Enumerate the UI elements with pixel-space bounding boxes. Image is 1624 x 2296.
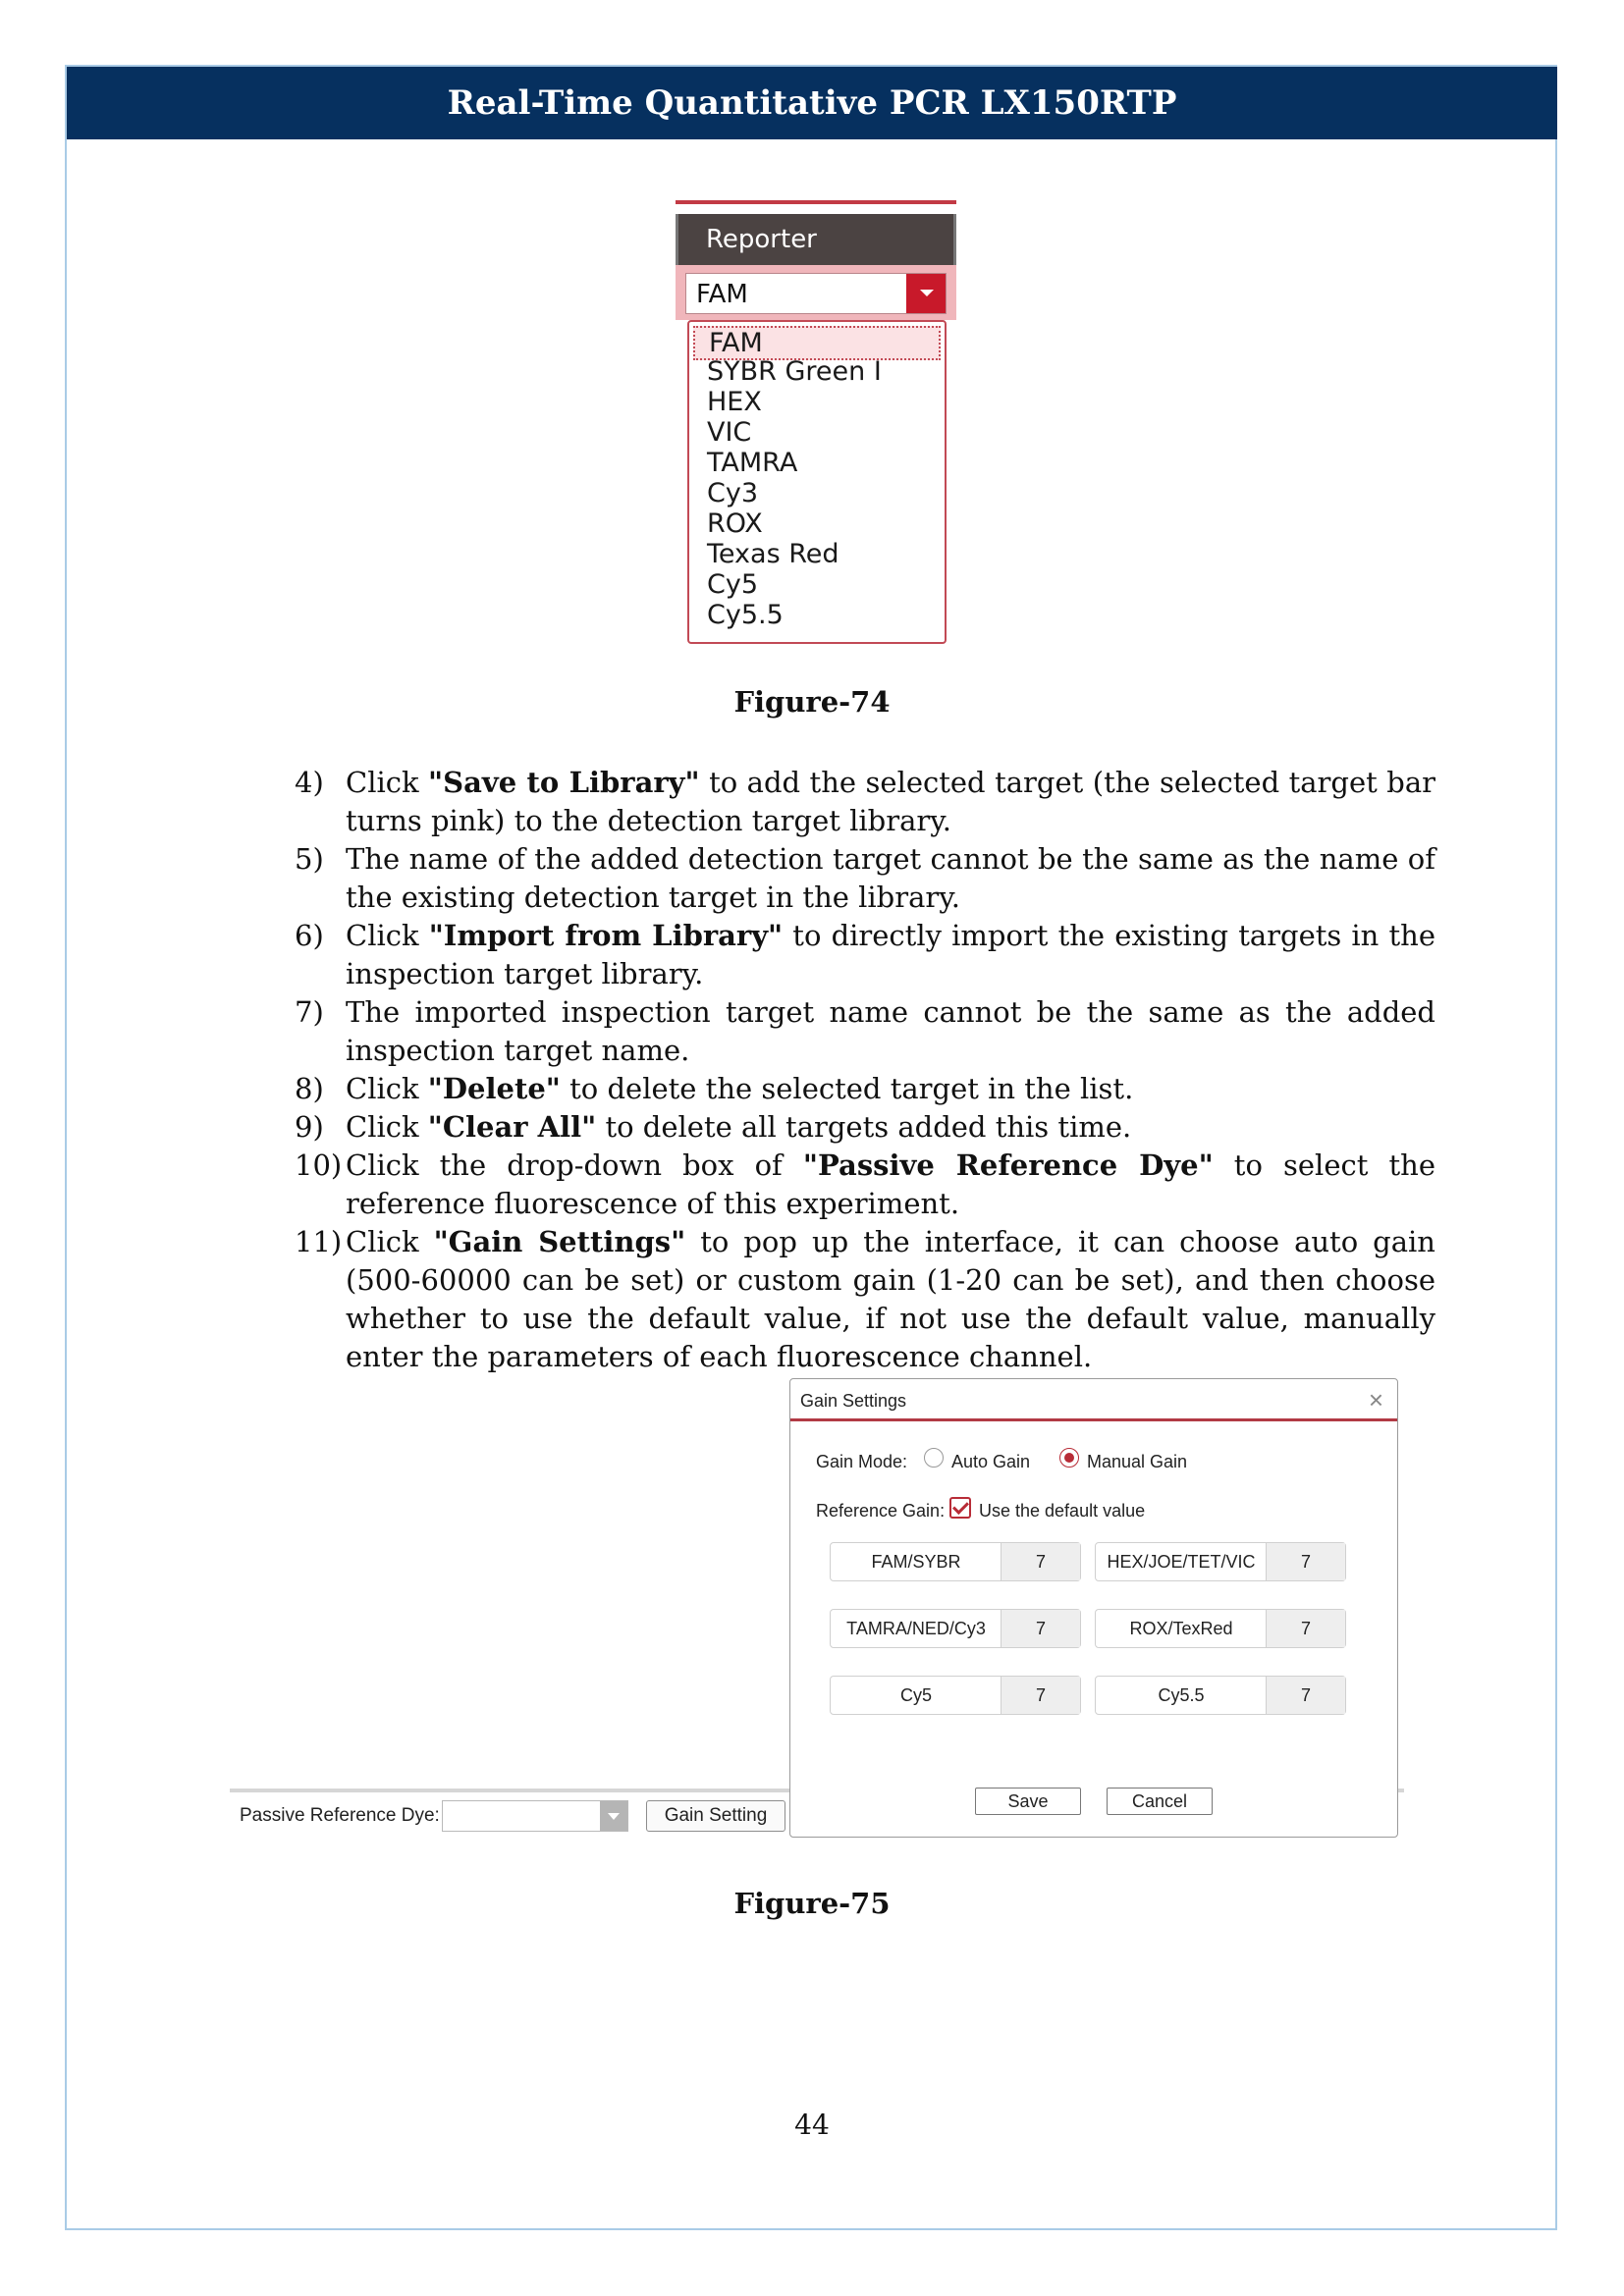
channel-name: Cy5.5 [1158, 1685, 1205, 1705]
step-text: Click [346, 766, 429, 799]
save-button[interactable]: Save [975, 1788, 1081, 1815]
step-emphasis: "Passive Reference Dye" [802, 1148, 1214, 1182]
step-number: 9) [295, 1110, 324, 1144]
step-number: 11) [295, 1225, 343, 1258]
step-number: 10) [295, 1148, 343, 1182]
list-item [295, 840, 1435, 917]
channel-name: FAM/SYBR [871, 1552, 961, 1572]
channel-gain-field [1095, 1542, 1346, 1581]
channel-gain-input[interactable]: 7 [1266, 1610, 1345, 1647]
list-item [295, 1070, 1435, 1108]
passive-reference-dye-select[interactable] [442, 1800, 628, 1832]
reporter-select-highlight [676, 265, 956, 320]
instruction-list [295, 764, 1435, 1376]
channel-gain-input[interactable]: 7 [1266, 1543, 1345, 1580]
step-text: Click [346, 1110, 428, 1144]
step-text: Click the drop-down box of [346, 1148, 803, 1182]
auto-gain-radio[interactable] [924, 1448, 944, 1468]
list-item [295, 1223, 1435, 1376]
channel-gain-field [1095, 1609, 1346, 1648]
gain-settings-dialog [789, 1378, 1398, 1838]
figure-74-caption: Figure-74 [733, 685, 891, 719]
reference-gain-label: Reference Gain: [816, 1501, 946, 1521]
channel-gain-input[interactable]: 7 [1001, 1543, 1080, 1580]
figure-75-caption: Figure-75 [733, 1887, 891, 1920]
step-text: Click [346, 1225, 434, 1258]
step-text: to delete all targets added this time. [596, 1110, 1132, 1144]
channel-name: ROX/TexRed [1129, 1619, 1233, 1638]
reporter-selected-value: FAM [696, 280, 748, 309]
page-number: 44 [794, 2109, 830, 2141]
gain-setting-button[interactable]: Gain Setting [646, 1800, 785, 1832]
step-number: 6) [295, 919, 324, 952]
reporter-option[interactable]: TAMRA [707, 448, 798, 478]
step-text: to directly import the existing targets in the inspection target library. [346, 919, 1435, 990]
reporter-dropdown-figure [676, 200, 956, 648]
channel-gain-input[interactable]: 7 [1001, 1610, 1080, 1647]
manual-gain-label[interactable]: Manual Gain [1087, 1452, 1188, 1471]
step-number: 8) [295, 1072, 324, 1105]
experiment-toolbar [230, 1792, 789, 1840]
step-emphasis: "Gain Settings" [433, 1225, 686, 1258]
reporter-option[interactable]: Cy3 [707, 478, 759, 508]
step-emphasis: "Save to Library" [428, 766, 700, 799]
channel-gain-field [830, 1542, 1081, 1581]
step-text: to pop up the interface, it can choose auto gain (500-60000 can be set) or custom gain (1-20 can be set), and then choose whether to use the default value, if not use the default value, manually enter the parameters of each fluorescence channel. [346, 1225, 1435, 1373]
step-emphasis: "Delete" [427, 1072, 561, 1105]
dialog-title: Gain Settings [800, 1391, 907, 1411]
step-emphasis: "Import from Library" [428, 919, 784, 952]
dialog-title-divider [790, 1418, 1397, 1421]
reporter-option[interactable]: Cy5.5 [707, 600, 784, 630]
channel-gain-input[interactable]: 7 [1266, 1677, 1345, 1714]
channel-name: HEX/JOE/TET/VIC [1107, 1552, 1256, 1572]
channel-gain-field [830, 1676, 1081, 1715]
step-emphasis: "Clear All" [427, 1110, 597, 1144]
close-icon[interactable]: × [1368, 1385, 1383, 1415]
channel-name: TAMRA/NED/Cy3 [846, 1619, 986, 1638]
channel-gain-field [830, 1609, 1081, 1648]
step-text: Click [346, 919, 429, 952]
list-item [295, 993, 1435, 1070]
gain-mode-label: Gain Mode: [816, 1452, 908, 1471]
reporter-select[interactable] [685, 273, 947, 314]
manual-gain-radio[interactable] [1059, 1448, 1079, 1468]
reporter-option[interactable]: HEX [707, 387, 762, 417]
list-item [295, 1147, 1435, 1223]
list-item [295, 917, 1435, 993]
step-text: Click [346, 1072, 428, 1105]
reporter-option[interactable]: Cy5 [707, 569, 759, 600]
list-item [295, 1108, 1435, 1147]
chevron-down-icon[interactable] [906, 274, 946, 313]
channel-name: Cy5 [899, 1685, 932, 1705]
step-text: to add the selected target (the selected target bar turns pink) to the detection target library. [346, 766, 1435, 837]
passive-reference-dye-label: Passive Reference Dye: [240, 1805, 440, 1826]
page-header: Real-Time Quantitative PCR LX150RTP [67, 67, 1557, 139]
step-text: The name of the added detection target cannot be the same as the name of the existing detection target in the library. [346, 842, 1435, 914]
channel-gain-field [1095, 1676, 1346, 1715]
reporter-option[interactable]: ROX [707, 508, 763, 539]
step-number: 7) [295, 995, 324, 1029]
chevron-down-icon[interactable] [600, 1801, 627, 1831]
reporter-label: Reporter [676, 214, 956, 265]
step-text: The imported inspection target name cannot be the same as the added inspection target name. [346, 995, 1435, 1067]
reporter-option[interactable]: Texas Red [707, 539, 839, 569]
channel-gain-input[interactable]: 7 [1001, 1677, 1080, 1714]
step-number: 4) [295, 766, 324, 799]
auto-gain-label[interactable]: Auto Gain [951, 1452, 1031, 1471]
use-default-label[interactable]: Use the default value [979, 1501, 1146, 1521]
list-item [295, 764, 1435, 840]
reporter-option[interactable]: SYBR Green I [707, 356, 882, 387]
reporter-option[interactable]: VIC [707, 417, 752, 448]
step-number: 5) [295, 842, 324, 876]
use-default-checkbox[interactable] [949, 1497, 971, 1519]
reporter-options-list [687, 320, 947, 644]
reporter-option[interactable]: FAM [693, 326, 941, 360]
step-text: to select the reference fluorescence of this experiment. [346, 1148, 1435, 1220]
cancel-button[interactable]: Cancel [1107, 1788, 1213, 1815]
reporter-top-border [676, 200, 956, 204]
step-text: to delete the selected target in the list. [560, 1072, 1134, 1105]
